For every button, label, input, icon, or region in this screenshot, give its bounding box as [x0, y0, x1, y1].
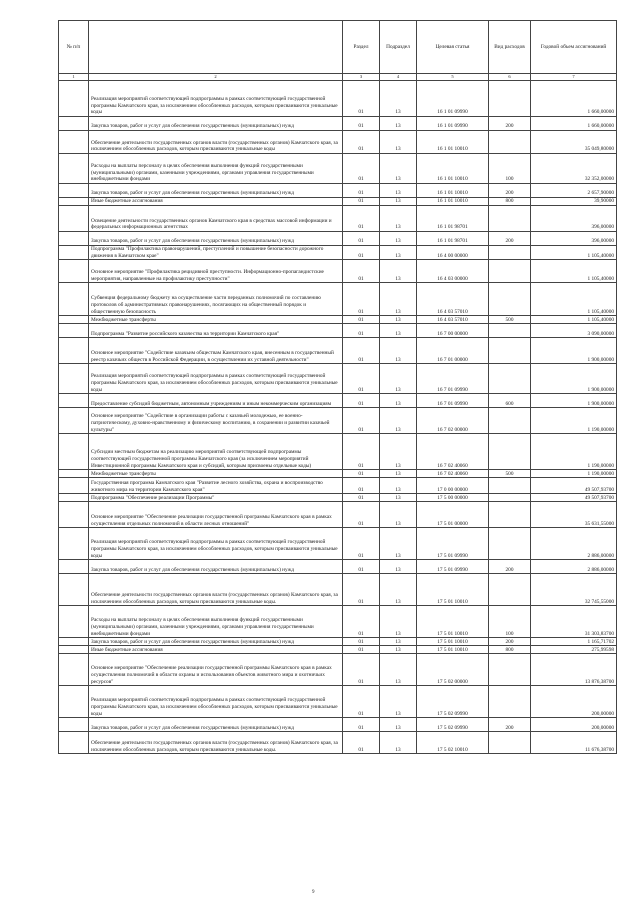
row-subsection: 13 — [380, 81, 417, 117]
row-expense-type: 100 — [489, 606, 531, 638]
row-amount: 35 049,80000 — [531, 131, 617, 154]
row-subsection: 13 — [380, 494, 417, 502]
row-number — [59, 81, 89, 117]
col-header-number: № п/п — [59, 21, 89, 74]
row-number — [59, 316, 89, 324]
row-number — [59, 470, 89, 478]
row-section: 01 — [343, 718, 380, 732]
row-amount: 1 165,71702 — [531, 638, 617, 646]
row-number — [59, 260, 89, 283]
row-number — [59, 364, 89, 394]
row-expense-type — [489, 206, 531, 232]
row-subsection: 13 — [380, 470, 417, 478]
row-target-article: 17 5 02 10010 — [417, 732, 489, 754]
col-header-name — [89, 21, 343, 74]
row-amount: 49 507,93700 — [531, 494, 617, 502]
row-section: 01 — [343, 338, 380, 364]
table-body — [59, 81, 617, 754]
row-target-article: 17 5 01 10010 — [417, 606, 489, 638]
row-number — [59, 408, 89, 434]
row-target-article: 17 5 01 10010 — [417, 574, 489, 606]
header-row — [59, 21, 617, 74]
row-subsection: 13 — [380, 434, 417, 470]
row-target-article: 17 5 01 09990 — [417, 528, 489, 560]
table-row — [59, 654, 617, 686]
row-amount: 1 660,00000 — [531, 117, 617, 131]
budget-table — [58, 20, 617, 754]
row-amount: 11 676,38700 — [531, 732, 617, 754]
col-number-4: 4 — [380, 74, 417, 81]
row-section: 01 — [343, 184, 380, 198]
row-name: Субсидии местным бюджетам на реализацию мероприятий соответствующей подпрограммы соответствующей государственной программы Камчатского края (за исключением мероприятий Инвестиционной программы Камчатского края и субсидий, которым присвоены отдельные коды) — [89, 434, 343, 470]
row-number — [59, 574, 89, 606]
row-number — [59, 718, 89, 732]
col-number-7: 7 — [531, 74, 617, 81]
table-row — [59, 606, 617, 638]
row-amount: 275,99598 — [531, 646, 617, 654]
row-subsection: 13 — [380, 408, 417, 434]
row-target-article: 16 7 02 40060 — [417, 434, 489, 470]
row-subsection: 13 — [380, 131, 417, 154]
row-target-article: 17 5 01 00000 — [417, 502, 489, 528]
row-expense-type — [489, 528, 531, 560]
row-target-article: 17 5 00 00000 — [417, 494, 489, 502]
row-subsection: 13 — [380, 574, 417, 606]
row-number — [59, 246, 89, 260]
row-subsection: 13 — [380, 394, 417, 408]
row-section: 01 — [343, 283, 380, 316]
row-target-article: 17 5 02 00000 — [417, 654, 489, 686]
row-number — [59, 184, 89, 198]
table-row — [59, 283, 617, 316]
table-row — [59, 198, 617, 206]
table-row — [59, 732, 617, 754]
row-name: Закупка товаров, работ и услуг для обеспечения государственных (муниципальных) нужд — [89, 718, 343, 732]
row-expense-type — [489, 686, 531, 718]
row-section: 01 — [343, 394, 380, 408]
table-row — [59, 638, 617, 646]
row-expense-type: 600 — [489, 394, 531, 408]
row-amount: 13 876,38700 — [531, 654, 617, 686]
row-amount: 2 657,90000 — [531, 184, 617, 198]
row-amount: 35 631,55000 — [531, 502, 617, 528]
column-number-row — [59, 74, 617, 81]
row-section: 01 — [343, 154, 380, 184]
table-row — [59, 528, 617, 560]
row-name: Межбюджетные трансферты — [89, 470, 343, 478]
row-name: Основное мероприятие "Обеспечение реализации государственной программы Камчатского края в рамках осуществления полномочий в области охраны и использования объектов животного мира и охотничьих ресурсов" — [89, 654, 343, 686]
row-target-article: 16 1 01 09990 — [417, 81, 489, 117]
row-expense-type — [489, 654, 531, 686]
row-name: Реализация мероприятий соответствующей подпрограммы в рамках соответствующей государственной программы Камчатского края, за исключением обособленных расходов, которым присваиваются уникальные коды — [89, 81, 343, 117]
table-row — [59, 131, 617, 154]
row-expense-type — [489, 364, 531, 394]
row-section: 01 — [343, 502, 380, 528]
row-expense-type: 800 — [489, 198, 531, 206]
row-section: 01 — [343, 324, 380, 338]
row-subsection: 13 — [380, 638, 417, 646]
table-row — [59, 470, 617, 478]
table-row — [59, 117, 617, 131]
table-row — [59, 502, 617, 528]
row-name: Расходы на выплаты персоналу в целях обеспечения выполнения функций государственными (муниципальными) органами, казенными учреждениями, органами управления государственными внебюджетными фондами — [89, 606, 343, 638]
row-number — [59, 478, 89, 494]
row-section: 01 — [343, 646, 380, 654]
row-name: Основное мероприятие "Содействие казачьим обществам Камчатского края, внесенным в государственный реестр казачьих обществ в Российской Федерации, в осуществлении их уставной деятельности" — [89, 338, 343, 364]
row-name: Обеспечение деятельности государственных органов власти (государственных органов) Камчатского края, за исключением обособленных расходов, которым присваиваются уникальные коды — [89, 131, 343, 154]
table-row — [59, 434, 617, 470]
row-name: Государственная программа Камчатского края "Развитие лесного хозяйства, охрана и воспроизводство животного мира на территории Камчатского края" — [89, 478, 343, 494]
table-row — [59, 232, 617, 246]
row-amount: 49 507,93700 — [531, 478, 617, 494]
col-number-6: 6 — [489, 74, 531, 81]
row-subsection: 13 — [380, 246, 417, 260]
row-number — [59, 232, 89, 246]
row-section: 01 — [343, 606, 380, 638]
row-amount: 1 900,00000 — [531, 338, 617, 364]
table-row — [59, 408, 617, 434]
row-number — [59, 732, 89, 754]
row-amount: 1 105,40000 — [531, 246, 617, 260]
row-name: Субвенция федеральному бюджету на осуществление части переданных полномочий по составлению протоколов об административных правонарушениях, посягающих на общественный порядок и общественную безопасность — [89, 283, 343, 316]
row-subsection: 13 — [380, 718, 417, 732]
row-number — [59, 646, 89, 654]
row-name: Обеспечение деятельности государственных органов власти (государственных органов) Камчатского края, за исключением обособленных расходов, которым присваиваются уникальные коды. — [89, 574, 343, 606]
row-target-article: 16 1 01 98701 — [417, 232, 489, 246]
row-number — [59, 494, 89, 502]
col-header-section: Раздел — [343, 21, 380, 74]
row-target-article: 16 4 03 57010 — [417, 316, 489, 324]
table-row — [59, 574, 617, 606]
row-expense-type — [489, 494, 531, 502]
row-section: 01 — [343, 408, 380, 434]
table-row — [59, 494, 617, 502]
row-expense-type — [489, 502, 531, 528]
col-header-expense-type: Вид расходов — [489, 21, 531, 74]
row-amount: 396,00000 — [531, 232, 617, 246]
row-subsection: 13 — [380, 184, 417, 198]
table-row — [59, 338, 617, 364]
row-number — [59, 528, 89, 560]
row-amount: 1 900,00000 — [531, 394, 617, 408]
row-number — [59, 560, 89, 574]
row-name: Иные бюджетные ассигнования — [89, 646, 343, 654]
row-amount: 1 105,40000 — [531, 316, 617, 324]
row-subsection: 13 — [380, 316, 417, 324]
row-name: Подпрограмма "Обеспечение реализации Программы" — [89, 494, 343, 502]
row-name: Основное мероприятие "Содействие в организации работы с казачьей молодежью, ее военно-патриотическому, духовно-нравственному и физическому воспитанию, в сохранении и развитии казачьей культуры" — [89, 408, 343, 434]
row-subsection: 13 — [380, 206, 417, 232]
row-target-article: 16 7 02 40060 — [417, 470, 489, 478]
row-name: Основное мероприятие "Профилактика рецидивной преступности. Информационно-пропагандистские мероприятия, направленные на профилактику преступности" — [89, 260, 343, 283]
row-expense-type: 500 — [489, 316, 531, 324]
row-section: 01 — [343, 364, 380, 394]
row-name: Подпрограмма "Профилактика правонарушений, преступлений и повышение безопасности дорожного движения в Камчатском крае" — [89, 246, 343, 260]
row-name: Подпрограмма "Развитие российского казачества на территории Камчатского края" — [89, 324, 343, 338]
row-amount: 200,00000 — [531, 718, 617, 732]
row-amount: 3 090,00000 — [531, 324, 617, 338]
table-row — [59, 260, 617, 283]
table-row — [59, 81, 617, 117]
row-subsection: 13 — [380, 117, 417, 131]
row-section: 01 — [343, 198, 380, 206]
row-expense-type: 200 — [489, 232, 531, 246]
table-row — [59, 394, 617, 408]
row-name: Межбюджетные трансферты — [89, 316, 343, 324]
col-number-2: 2 — [89, 74, 343, 81]
page-number: 9 — [312, 890, 315, 895]
row-name: Реализация мероприятий соответствующей подпрограммы в рамках соответствующей государственной программы Камчатского края, за исключением обособленных расходов, которым присваиваются уникальные коды — [89, 686, 343, 718]
row-number — [59, 206, 89, 232]
row-target-article: 16 1 01 10010 — [417, 184, 489, 198]
table-row — [59, 478, 617, 494]
row-number — [59, 434, 89, 470]
row-name: Закупка товаров, работ и услуг для обеспечения государственных (муниципальных) нужд — [89, 117, 343, 131]
row-target-article: 17 5 01 09990 — [417, 560, 489, 574]
row-subsection: 13 — [380, 654, 417, 686]
row-target-article: 16 1 01 10010 — [417, 154, 489, 184]
table-row — [59, 316, 617, 324]
row-amount: 32 745,55000 — [531, 574, 617, 606]
row-target-article: 17 5 02 09990 — [417, 718, 489, 732]
row-expense-type — [489, 574, 531, 606]
row-amount: 1 105,40000 — [531, 283, 617, 316]
row-section: 01 — [343, 470, 380, 478]
row-number — [59, 283, 89, 316]
col-header-annual-amount: Годовой объем ассигнований — [531, 21, 617, 74]
row-expense-type — [489, 434, 531, 470]
col-number-5: 5 — [417, 74, 489, 81]
row-target-article: 16 7 01 09990 — [417, 364, 489, 394]
table-row — [59, 184, 617, 198]
row-name: Закупка товаров, работ и услуг для обеспечения государственных (муниципальных) нужд — [89, 232, 343, 246]
row-section: 01 — [343, 316, 380, 324]
row-target-article: 16 1 01 09990 — [417, 117, 489, 131]
row-target-article: 16 4 03 00000 — [417, 260, 489, 283]
row-number — [59, 502, 89, 528]
row-expense-type: 200 — [489, 117, 531, 131]
row-subsection: 13 — [380, 646, 417, 654]
row-subsection: 13 — [380, 478, 417, 494]
row-expense-type: 200 — [489, 638, 531, 646]
row-number — [59, 686, 89, 718]
row-number — [59, 324, 89, 338]
table-row — [59, 154, 617, 184]
row-name: Закупка товаров, работ и услуг для обеспечения государственных (муниципальных) нужд — [89, 184, 343, 198]
row-target-article: 16 1 01 10010 — [417, 198, 489, 206]
row-name: Иные бюджетные ассигнования — [89, 198, 343, 206]
row-section: 01 — [343, 638, 380, 646]
row-target-article: 16 1 01 98701 — [417, 206, 489, 232]
row-subsection: 13 — [380, 324, 417, 338]
row-amount: 1 190,00000 — [531, 408, 617, 434]
row-number — [59, 154, 89, 184]
table-row — [59, 324, 617, 338]
row-expense-type: 800 — [489, 646, 531, 654]
row-expense-type — [489, 246, 531, 260]
row-section: 01 — [343, 686, 380, 718]
row-number — [59, 638, 89, 646]
row-section: 01 — [343, 206, 380, 232]
table-row — [59, 686, 617, 718]
row-amount: 396,00000 — [531, 206, 617, 232]
row-expense-type — [489, 478, 531, 494]
row-amount: 2 886,00000 — [531, 528, 617, 560]
row-section: 01 — [343, 528, 380, 560]
row-number — [59, 338, 89, 364]
row-target-article: 17 5 02 09990 — [417, 686, 489, 718]
row-name: Предоставление субсидий бюджетным, автономным учреждениям и иным некоммерческим организациям — [89, 394, 343, 408]
table-row — [59, 718, 617, 732]
row-name: Реализация мероприятий соответствующей подпрограммы в рамках соответствующей государственной программы Камчатского края, за исключением обособленных расходов, которым присваиваются уникальные коды — [89, 364, 343, 394]
row-amount: 1 660,00000 — [531, 81, 617, 117]
row-subsection: 13 — [380, 260, 417, 283]
row-section: 01 — [343, 654, 380, 686]
row-section: 01 — [343, 117, 380, 131]
row-subsection: 13 — [380, 732, 417, 754]
row-expense-type — [489, 283, 531, 316]
row-section: 01 — [343, 81, 380, 117]
row-target-article: 16 7 00 00000 — [417, 324, 489, 338]
row-target-article: 16 4 03 57010 — [417, 283, 489, 316]
row-number — [59, 394, 89, 408]
row-expense-type — [489, 338, 531, 364]
row-amount: 32 352,00000 — [531, 154, 617, 184]
row-expense-type — [489, 81, 531, 117]
row-name: Расходы на выплаты персоналу в целях обеспечения выполнения функций государственными (муниципальными) органами, казенными учреждениями, органами управления государственными внебюджетными фондами — [89, 154, 343, 184]
row-subsection: 13 — [380, 198, 417, 206]
row-amount: 1 190,00000 — [531, 434, 617, 470]
row-amount: 200,00000 — [531, 686, 617, 718]
row-expense-type: 500 — [489, 470, 531, 478]
row-section: 01 — [343, 732, 380, 754]
row-expense-type — [489, 131, 531, 154]
row-target-article: 17 0 00 00000 — [417, 478, 489, 494]
row-target-article: 16 7 01 09990 — [417, 394, 489, 408]
table-row — [59, 364, 617, 394]
row-section: 01 — [343, 560, 380, 574]
row-subsection: 13 — [380, 502, 417, 528]
row-subsection: 13 — [380, 232, 417, 246]
row-subsection: 13 — [380, 528, 417, 560]
row-subsection: 13 — [380, 560, 417, 574]
col-number-1: 1 — [59, 74, 89, 81]
row-section: 01 — [343, 494, 380, 502]
row-amount: 2 886,00000 — [531, 560, 617, 574]
row-name: Освещение деятельности государственных органов Камчатского края в средствах массовой информации и федеральных информационных агентствах — [89, 206, 343, 232]
row-target-article: 17 5 01 10010 — [417, 646, 489, 654]
row-amount: 1 900,00000 — [531, 364, 617, 394]
table-row — [59, 646, 617, 654]
row-subsection: 13 — [380, 686, 417, 718]
row-target-article: 16 7 02 00000 — [417, 408, 489, 434]
row-number — [59, 654, 89, 686]
row-section: 01 — [343, 434, 380, 470]
row-expense-type — [489, 408, 531, 434]
table-row — [59, 560, 617, 574]
col-header-target-article: Целевая статья — [417, 21, 489, 74]
row-amount: 1 190,00000 — [531, 470, 617, 478]
col-header-subsection: Подраздел — [380, 21, 417, 74]
row-subsection: 13 — [380, 154, 417, 184]
row-expense-type — [489, 324, 531, 338]
row-expense-type: 200 — [489, 718, 531, 732]
row-number — [59, 606, 89, 638]
row-section: 01 — [343, 574, 380, 606]
row-name: Закупка товаров, работ и услуг для обеспечения государственных (муниципальных) нужд — [89, 638, 343, 646]
table-row — [59, 246, 617, 260]
row-number — [59, 198, 89, 206]
row-subsection: 13 — [380, 364, 417, 394]
row-name: Обеспечение деятельности государственных органов власти (государственных органов) Камчатского края, за исключением обособленных расходов, которым присваиваются уникальные коды. — [89, 732, 343, 754]
row-expense-type: 100 — [489, 154, 531, 184]
row-target-article: 16 4 00 00000 — [417, 246, 489, 260]
row-expense-type: 200 — [489, 184, 531, 198]
row-section: 01 — [343, 246, 380, 260]
row-name: Закупка товаров, работ и услуг для обеспечения государственных (муниципальных) нужд — [89, 560, 343, 574]
row-expense-type: 200 — [489, 560, 531, 574]
row-subsection: 13 — [380, 338, 417, 364]
row-number — [59, 117, 89, 131]
row-section: 01 — [343, 478, 380, 494]
row-expense-type — [489, 732, 531, 754]
table-row — [59, 206, 617, 232]
row-section: 01 — [343, 131, 380, 154]
row-subsection: 13 — [380, 606, 417, 638]
row-name: Реализация мероприятий соответствующей подпрограммы в рамках соответствующей государственной программы Камчатского края, за исключением обособленных расходов, которым присваиваются уникальные коды — [89, 528, 343, 560]
row-expense-type — [489, 260, 531, 283]
row-section: 01 — [343, 260, 380, 283]
row-name: Основное мероприятие "Обеспечение реализации государственной программы Камчатского края в рамках осуществления отдельных полномочий в области лесных отношений" — [89, 502, 343, 528]
col-number-3: 3 — [343, 74, 380, 81]
row-section: 01 — [343, 232, 380, 246]
row-target-article: 17 5 01 10010 — [417, 638, 489, 646]
row-number — [59, 131, 89, 154]
row-amount: 1 105,40000 — [531, 260, 617, 283]
row-target-article: 16 1 01 10010 — [417, 131, 489, 154]
row-amount: 39,90000 — [531, 198, 617, 206]
row-target-article: 16 7 01 00000 — [417, 338, 489, 364]
row-amount: 31 303,83700 — [531, 606, 617, 638]
row-subsection: 13 — [380, 283, 417, 316]
